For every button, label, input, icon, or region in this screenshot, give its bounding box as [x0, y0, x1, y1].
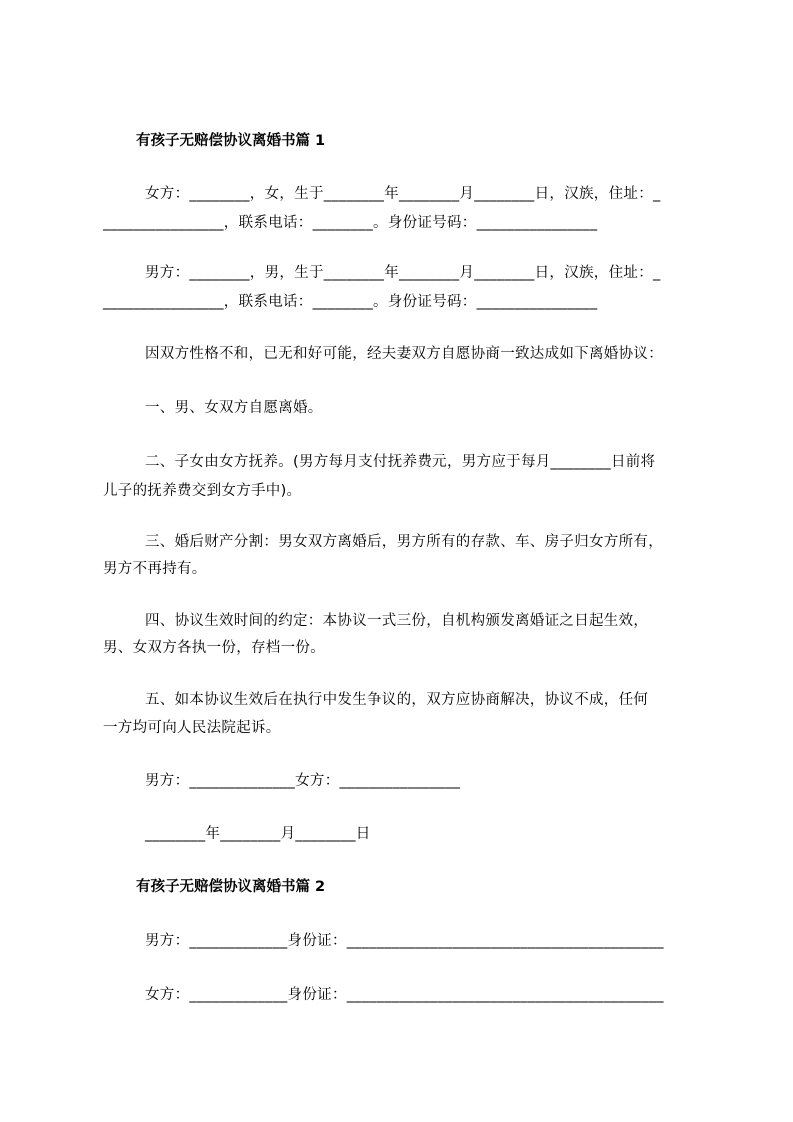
- section2-woman-line: 女方：_____________身份证：__________________________________________: [145, 987, 664, 1003]
- clause-4-line2: 男、女双方各执一份，存档一份。: [103, 640, 325, 656]
- woman-info-line1: 女方：________，女，生于________年________月________日，汉族，住址：_: [145, 186, 661, 202]
- intro-paragraph: 因双方性格不和，已无和好可能，经夫妻双方自愿协商一致达成如下离婚协议：: [145, 346, 663, 362]
- clause-4-line1: 四、协议生效时间的约定：本协议一式三份，自机构颁发离婚证之日起生效，: [145, 613, 649, 629]
- date-line: ________年________月________日: [145, 826, 371, 842]
- clause-2-line1: 二、子女由女方抚养。(男方每月支付抚养费元，男方应于每月________日前将: [145, 454, 656, 470]
- clause-5-line1: 五、如本协议生效后在执行中发生争议的，双方应协商解决，协议不成，任何: [145, 692, 649, 708]
- signature-line: 男方：______________女方：________________: [145, 773, 461, 789]
- clause-1: 一、男、女双方自愿离婚。: [145, 400, 323, 416]
- section1-title: 有孩子无赔偿协议离婚书篇 1: [136, 133, 326, 149]
- section2-title: 有孩子无赔偿协议离婚书篇 2: [136, 879, 326, 895]
- clause-3-line2: 男方不再持有。: [103, 561, 207, 577]
- section2-man-line: 男方：_____________身份证：__________________________________________: [145, 933, 664, 949]
- woman-info-line2: ________________，联系电话：________。身份证号码：________________: [103, 215, 598, 231]
- clause-3-line1: 三、婚后财产分割：男女双方离婚后，男方所有的存款、车、房子归女方所有，: [145, 534, 663, 550]
- clause-5-line2: 一方均可向人民法院起诉。: [103, 720, 281, 736]
- clause-2-line2: 儿子的抚养费交到女方手中)。: [103, 483, 302, 499]
- man-info-line2: ________________，联系电话：________。身份证号码：________________: [103, 294, 598, 310]
- man-info-line1: 男方：________，男，生于________年________月________日，汉族，住址：_: [145, 265, 661, 281]
